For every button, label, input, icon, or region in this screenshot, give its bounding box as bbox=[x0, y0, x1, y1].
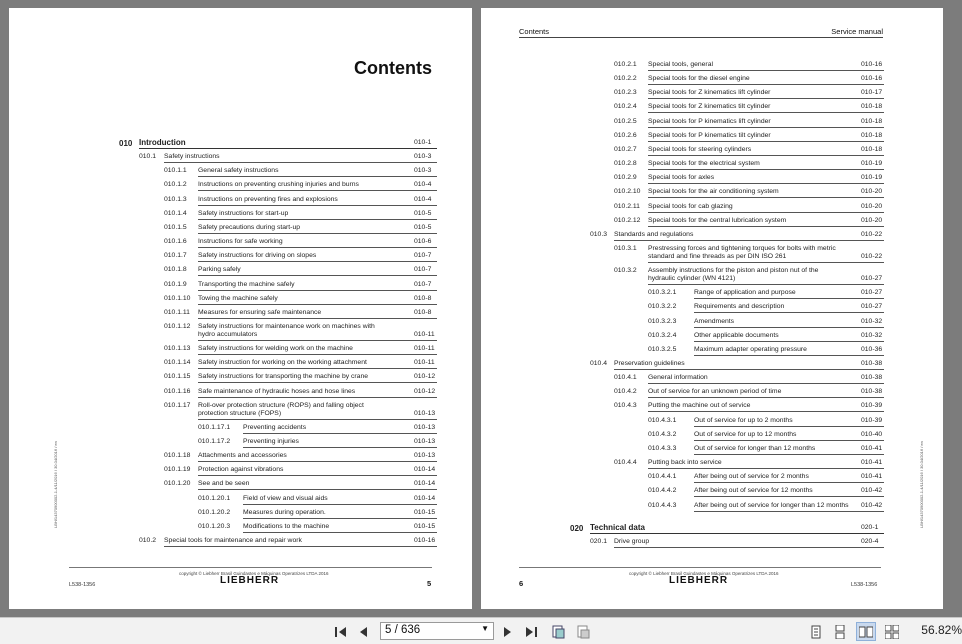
toc-entry-page: 010-7 bbox=[414, 252, 432, 260]
toc-entry[interactable] bbox=[481, 231, 943, 245]
toc-entry-title[interactable]: Safety instructions bbox=[164, 153, 437, 163]
toc-entry-page: 010-20 bbox=[861, 202, 883, 210]
toc-entry-number: 010.1.12 bbox=[164, 322, 191, 330]
toc-entry[interactable] bbox=[9, 281, 472, 295]
toc-entry-title[interactable]: Special tools for the electrical system bbox=[648, 160, 884, 170]
toc-entry-number: 010.3 bbox=[590, 230, 608, 238]
toc-entry[interactable] bbox=[481, 75, 943, 89]
toc-entry-title[interactable]: Technical data bbox=[590, 524, 884, 534]
toc-entry-title[interactable]: Towing the machine safely bbox=[198, 295, 437, 305]
toc-entry-number: 010.4.4.1 bbox=[648, 473, 677, 481]
toc-entry-number: 010.3.2.1 bbox=[648, 289, 677, 297]
toc-entry-title[interactable]: Requirements and description bbox=[694, 303, 884, 313]
toc-entry-title[interactable]: Special tools for steering cylinders bbox=[648, 146, 884, 156]
toc-entry-title[interactable]: Prestressing forces and tightening torques for bolts with metric standard and fine threads as per DIN ISO 261 bbox=[648, 245, 884, 263]
brand-logo: LIEBHERR bbox=[669, 575, 729, 586]
toc-entry-title[interactable]: Introduction bbox=[139, 139, 437, 149]
toc-entry-page: 010-22 bbox=[861, 252, 883, 260]
toc-entry-page: 010-39 bbox=[861, 402, 883, 410]
toc-entry-title[interactable]: Special tools for Z kinematics tilt cylinder bbox=[648, 103, 884, 113]
copyright-text: copyright © Liebherr Brasil Guindastes e Máquinas Operatrizes LTDA 2016 bbox=[179, 571, 329, 576]
prev-page-icon[interactable] bbox=[354, 622, 374, 641]
toc-entry-number: 010.3.2.4 bbox=[648, 331, 677, 339]
toc-entry-title[interactable]: Instructions for safe working bbox=[198, 238, 437, 248]
toc-entry-page: 010-14 bbox=[414, 466, 436, 474]
toc-entry-number: 010.4.3.2 bbox=[648, 430, 677, 438]
toc-entry-page: 010-11 bbox=[414, 330, 435, 338]
page-number: 6 bbox=[519, 579, 524, 588]
toc-entry-page: 010-19 bbox=[861, 160, 883, 168]
toc-entry-number: 010.1.1 bbox=[164, 167, 187, 175]
toc-entry-page: 020-4 bbox=[861, 537, 879, 545]
toc-entry-page: 010-13 bbox=[414, 452, 436, 460]
toc-entry[interactable] bbox=[9, 373, 472, 387]
toc-entry-page: 010-22 bbox=[861, 230, 883, 238]
toc-entry-number: 010.2.5 bbox=[614, 117, 637, 125]
toc-entry-number: 010.1.3 bbox=[164, 195, 187, 203]
toc-entry-title[interactable]: Special tools for axles bbox=[648, 174, 884, 184]
toc-entry[interactable] bbox=[481, 203, 943, 217]
page-number: 5 bbox=[427, 579, 432, 588]
toc-entry-page: 010-20 bbox=[861, 188, 883, 196]
toc-entry[interactable] bbox=[9, 523, 472, 537]
toc-entry-number: 010.1.11 bbox=[164, 308, 190, 316]
toc-entry-page: 010-7 bbox=[414, 266, 432, 274]
toc-entry[interactable] bbox=[481, 487, 943, 501]
table-of-contents-right bbox=[481, 8, 943, 609]
toc-entry-title[interactable]: Special tools, general bbox=[648, 61, 884, 71]
toc-entry[interactable] bbox=[481, 473, 943, 487]
toc-entry-page: 010-3 bbox=[414, 153, 432, 161]
toc-entry[interactable] bbox=[9, 466, 472, 480]
toc-entry[interactable] bbox=[481, 417, 943, 431]
toc-entry-page: 010-19 bbox=[861, 174, 883, 182]
toc-entry-number: 010.2 bbox=[139, 537, 157, 545]
toc-entry-number: 010.1.6 bbox=[164, 238, 187, 246]
toc-entry-page: 010-42 bbox=[861, 501, 883, 509]
toc-entry-page: 010-14 bbox=[414, 494, 436, 502]
toc-entry[interactable] bbox=[9, 388, 472, 402]
toc-entry[interactable] bbox=[481, 267, 943, 281]
toc-entry-page: 010-13 bbox=[414, 438, 436, 445]
toc-entry-number: 010.2.3 bbox=[614, 89, 637, 97]
toc-entry[interactable] bbox=[481, 303, 943, 317]
toc-entry[interactable] bbox=[481, 146, 943, 160]
toc-entry-title[interactable]: Parking safely bbox=[198, 266, 437, 276]
toc-entry[interactable] bbox=[481, 502, 943, 516]
toc-entry[interactable] bbox=[9, 238, 472, 252]
toc-entry[interactable] bbox=[481, 459, 943, 473]
toc-entry-page: 010-15 bbox=[414, 508, 436, 516]
toc-entry-title[interactable]: Field of view and visual aids bbox=[243, 495, 437, 505]
toc-entry[interactable] bbox=[9, 196, 472, 210]
toc-entry-number: 010.1 bbox=[139, 153, 157, 161]
toc-entry[interactable] bbox=[9, 345, 472, 359]
last-page-icon[interactable] bbox=[521, 622, 541, 641]
toc-entry-title[interactable]: Out of service for up to 2 months bbox=[694, 417, 884, 427]
toc-entry[interactable] bbox=[9, 438, 472, 452]
toc-entry-number: 010.1.17.2 bbox=[198, 438, 231, 445]
fit-width-icon[interactable] bbox=[573, 622, 593, 641]
toc-entry-title[interactable]: Modifications to the machine bbox=[243, 523, 437, 533]
toc-entry-page: 010-42 bbox=[861, 487, 883, 495]
toc-entry-number: 010.4.3.1 bbox=[648, 416, 677, 424]
toc-entry-title[interactable]: See and be seen bbox=[198, 480, 437, 490]
zoom-level[interactable]: 56.82% bbox=[921, 623, 962, 637]
toc-entry[interactable] bbox=[481, 245, 943, 259]
toc-entry-number: 010.1.20 bbox=[164, 480, 191, 488]
toc-entry[interactable] bbox=[9, 323, 472, 337]
toc-entry-title[interactable]: Safety instructions for start-up bbox=[198, 210, 437, 220]
toc-entry[interactable] bbox=[481, 332, 943, 346]
toc-entry-number: 010.1.4 bbox=[164, 209, 187, 217]
toc-entry-page: 010-16 bbox=[861, 61, 883, 68]
toc-entry-page: 010-4 bbox=[414, 181, 432, 189]
toc-entry-title[interactable]: Special tools for cab glazing bbox=[648, 203, 884, 213]
toc-entry-number: 010.3.2.3 bbox=[648, 317, 677, 325]
toc-entry[interactable] bbox=[481, 89, 943, 103]
toc-entry-title[interactable]: After being out of service for 2 months bbox=[694, 473, 884, 483]
toc-entry[interactable] bbox=[481, 103, 943, 117]
toc-entry-page: 010-41 bbox=[861, 444, 883, 452]
toc-entry-page: 010-15 bbox=[414, 522, 436, 530]
toc-entry-title[interactable]: Safety precautions during start-up bbox=[198, 224, 437, 234]
two-page-continuous-icon[interactable] bbox=[882, 622, 902, 641]
toc-entry[interactable] bbox=[9, 424, 472, 438]
toc-entry-page: 010-18 bbox=[861, 103, 883, 111]
toc-entry-title[interactable]: Instructions on preventing crushing injuries and burns bbox=[198, 181, 437, 191]
toc-entry-number: 010.1.17 bbox=[164, 401, 191, 409]
first-page-icon[interactable] bbox=[331, 622, 351, 641]
chevron-down-icon[interactable]: ▼ bbox=[481, 624, 489, 633]
toc-entry-number: 010.4.4.3 bbox=[648, 501, 677, 509]
toc-entry-title[interactable]: Special tools for P kinematics tilt cylinder bbox=[648, 132, 884, 142]
single-page-icon[interactable] bbox=[806, 622, 826, 641]
toc-entry-title[interactable]: Special tools for the diesel engine bbox=[648, 75, 884, 85]
toc-entry-title[interactable]: Maximum adapter operating pressure bbox=[694, 346, 884, 356]
toc-entry-title[interactable]: Safety instructions for welding work on the machine bbox=[198, 345, 437, 355]
toc-entry-number: 010.4.3 bbox=[614, 402, 637, 410]
toc-entry-page: 010-27 bbox=[861, 303, 883, 311]
toc-entry[interactable] bbox=[481, 188, 943, 202]
toc-entry-number: 010.2.10 bbox=[614, 188, 641, 196]
toc-entry-page: 010-8 bbox=[414, 294, 432, 302]
toc-entry[interactable] bbox=[481, 360, 943, 374]
toc-entry-title[interactable]: Safe maintenance of hydraulic hoses and hose lines bbox=[198, 388, 437, 398]
fit-page-icon[interactable] bbox=[548, 622, 568, 641]
toc-entry[interactable] bbox=[9, 266, 472, 280]
toc-entry-number: 010.3.2.5 bbox=[648, 345, 677, 353]
toc-entry-title[interactable]: Putting the machine out of service bbox=[648, 402, 884, 412]
toc-entry[interactable] bbox=[9, 452, 472, 466]
toc-entry-title[interactable]: Standards and regulations bbox=[614, 231, 884, 241]
toc-entry-number: 010.1.19 bbox=[164, 466, 191, 474]
toc-entry-title[interactable]: Special tools for Z kinematics lift cylinder bbox=[648, 89, 884, 99]
toc-entry-page: 010-32 bbox=[861, 317, 883, 325]
page-title: Contents bbox=[354, 58, 432, 78]
toc-entry[interactable] bbox=[9, 509, 472, 523]
toc-entry-number: 010.1.13 bbox=[164, 345, 191, 353]
toc-entry-number: 010.2.8 bbox=[614, 160, 637, 168]
toc-entry-title[interactable]: Putting back into service bbox=[648, 459, 884, 469]
toc-entry-title[interactable]: Measures for ensuring safe maintenance bbox=[198, 309, 437, 319]
toc-entry-page: 010-3 bbox=[414, 167, 432, 175]
toc-entry[interactable] bbox=[481, 538, 943, 552]
toc-entry[interactable] bbox=[9, 181, 472, 195]
toc-entry-number: 010.4.4 bbox=[614, 459, 637, 467]
toc-entry-title[interactable]: Roll-over protection structure (ROPS) and falling object protection structure (FOPS) bbox=[198, 402, 437, 420]
toc-entry-page: 010-39 bbox=[861, 416, 883, 424]
brand-logo: LIEBHERR bbox=[220, 575, 280, 586]
toc-entry-page: 010-18 bbox=[861, 145, 883, 153]
toc-entry[interactable] bbox=[481, 160, 943, 174]
toc-entry-page: 010-38 bbox=[861, 360, 883, 367]
running-head-right: Service manual bbox=[831, 27, 883, 36]
toc-entry[interactable] bbox=[9, 252, 472, 266]
toc-entry-page: 020-1 bbox=[861, 523, 879, 531]
toc-entry-page: 010-27 bbox=[861, 289, 883, 297]
toc-entry-page: 010-5 bbox=[414, 223, 432, 231]
toc-entry-title[interactable]: Safety instruction for working on the working attachment bbox=[198, 359, 437, 369]
toc-entry-number: 010.1.14 bbox=[164, 359, 191, 367]
toc-entry-number: 010.1.10 bbox=[164, 294, 191, 302]
toc-entry-page: 010-8 bbox=[414, 308, 432, 316]
toc-entry-title[interactable]: Transporting the machine safely bbox=[198, 281, 437, 291]
toc-entry-number: 010.1.20.3 bbox=[198, 522, 231, 530]
toc-entry[interactable] bbox=[9, 359, 472, 373]
document-page-right bbox=[481, 8, 943, 609]
toc-entry-number: 010.2.12 bbox=[614, 216, 641, 224]
toc-entry-page: 010-41 bbox=[861, 459, 883, 467]
toc-entry-page: 010-40 bbox=[861, 430, 883, 438]
toc-entry-title[interactable]: Measures during operation. bbox=[243, 509, 437, 519]
toc-entry[interactable] bbox=[481, 431, 943, 445]
toc-entry-number: 010.2.2 bbox=[614, 75, 637, 83]
toc-entry-title[interactable]: Drive group bbox=[614, 538, 884, 548]
toc-entry-title[interactable]: Attachments and accessories bbox=[198, 452, 437, 462]
toc-entry-number: 010.1.16 bbox=[164, 387, 191, 395]
toc-entry-page: 010-38 bbox=[861, 374, 883, 382]
toc-entry-number: 010.2.4 bbox=[614, 103, 637, 111]
toc-entry-page: 010-7 bbox=[414, 280, 432, 288]
toc-entry[interactable] bbox=[481, 61, 943, 75]
viewer-background bbox=[947, 0, 962, 617]
toc-entry-number: 010.1.20.2 bbox=[198, 508, 231, 516]
toc-entry[interactable] bbox=[481, 374, 943, 388]
toc-entry[interactable] bbox=[9, 224, 472, 238]
toc-entry[interactable] bbox=[9, 139, 472, 153]
toc-entry-number: 010.3.1 bbox=[614, 244, 637, 252]
toc-entry-page: 010-16 bbox=[861, 75, 883, 83]
toc-entry[interactable] bbox=[481, 118, 943, 132]
toc-entry-title[interactable]: Safety instructions for transporting the machine by crane bbox=[198, 373, 437, 383]
toc-entry-page: 010-6 bbox=[414, 238, 432, 246]
toc-entry-number: 010.1.8 bbox=[164, 266, 187, 274]
toc-entry[interactable] bbox=[481, 445, 943, 459]
toc-entry[interactable] bbox=[9, 480, 472, 494]
toc-entry-title[interactable]: Assembly instructions for the piston and piston nut of the hydraulic cylinder (WN 4121) bbox=[648, 267, 884, 285]
toc-entry[interactable] bbox=[481, 174, 943, 188]
toc-entry-number: 010.4.2 bbox=[614, 388, 637, 396]
toc-entry-page: 010-14 bbox=[414, 480, 436, 488]
toc-entry-title[interactable]: Out of service for longer than 12 months bbox=[694, 445, 884, 455]
document-page-left bbox=[9, 8, 472, 609]
copyright-text: copyright © Liebherr Brasil Guindastes e Máquinas Operatrizes LTDA 2016 bbox=[629, 571, 779, 576]
toc-entry-title[interactable]: Amendments bbox=[694, 318, 884, 328]
toc-entry-title[interactable]: Special tools for P kinematics lift cylinder bbox=[648, 118, 884, 128]
page-indicator: 5 / 636 bbox=[385, 624, 421, 636]
toc-entry[interactable] bbox=[481, 524, 943, 538]
toc-entry-title[interactable]: Out of service for up to 12 months bbox=[694, 431, 884, 441]
toc-entry-number: 010.4.4.2 bbox=[648, 487, 677, 495]
toc-entry-number: 010.2.11 bbox=[614, 202, 640, 210]
toc-entry[interactable] bbox=[481, 346, 943, 360]
two-page-icon[interactable] bbox=[856, 622, 876, 641]
toc-entry[interactable] bbox=[9, 167, 472, 181]
toc-entry-number: 010.1.9 bbox=[164, 280, 187, 288]
next-page-icon[interactable] bbox=[497, 622, 517, 641]
toc-entry-page: 010-38 bbox=[861, 388, 883, 396]
toc-entry-title[interactable]: Range of application and purpose bbox=[694, 289, 884, 299]
toc-entry-page: 010-13 bbox=[414, 423, 436, 431]
toc-entry-page: 010-27 bbox=[861, 275, 883, 283]
page-number-input[interactable] bbox=[380, 622, 494, 640]
toc-entry-number: 010.2.9 bbox=[614, 174, 637, 182]
side-document-code: LBH/14370900002-1-4/11/2016 / 30.04/2016 / en bbox=[919, 441, 924, 528]
toc-entry[interactable] bbox=[9, 402, 472, 416]
toc-entry-page: 010-20 bbox=[861, 216, 883, 224]
toc-entry-title[interactable]: Instructions on preventing fires and explosions bbox=[198, 196, 437, 206]
toc-entry-number: 010.4 bbox=[590, 360, 608, 367]
toc-entry-title[interactable]: After being out of service for longer than 12 months bbox=[694, 502, 884, 512]
continuous-icon[interactable] bbox=[830, 622, 850, 641]
toc-entry-title[interactable]: Safety instructions for maintenance work on machines with hydro accumulators bbox=[198, 323, 437, 341]
toc-entry[interactable] bbox=[9, 495, 472, 509]
toc-entry-title[interactable]: Preservation guidelines bbox=[614, 360, 884, 370]
viewer-toolbar bbox=[0, 617, 962, 644]
toc-entry-number: 010.4.3.3 bbox=[648, 444, 677, 452]
table-of-contents-left bbox=[9, 8, 472, 609]
toc-entry[interactable] bbox=[481, 217, 943, 231]
model-code: L538-1356 bbox=[69, 582, 96, 588]
toc-entry[interactable] bbox=[481, 132, 943, 146]
toc-entry-page: 010-5 bbox=[414, 209, 432, 217]
toc-entry-title[interactable]: Preventing injuries bbox=[243, 438, 437, 448]
running-head-left: Contents bbox=[519, 27, 550, 36]
toc-entry-number: 010.1.7 bbox=[164, 252, 187, 260]
toc-entry-title[interactable]: General information bbox=[648, 374, 884, 384]
toc-entry[interactable] bbox=[481, 289, 943, 303]
toc-entry-title[interactable]: Out of service for an unknown period of time bbox=[648, 388, 884, 398]
footer-rule bbox=[69, 567, 432, 568]
toc-entry-page: 010-11 bbox=[414, 345, 435, 353]
toc-entry-page: 010-16 bbox=[414, 537, 436, 545]
toc-entry-number: 010.1.18 bbox=[164, 452, 191, 460]
toc-entry[interactable] bbox=[481, 318, 943, 332]
toc-entry-page: 010-41 bbox=[861, 473, 883, 481]
toc-entry-page: 010-36 bbox=[861, 345, 883, 353]
toc-entry-page: 010-13 bbox=[414, 409, 436, 417]
toc-entry-title[interactable]: Preventing accidents bbox=[243, 424, 437, 434]
toc-entry-page: 010-12 bbox=[414, 387, 436, 395]
toc-entry[interactable] bbox=[9, 309, 472, 323]
toc-entry-page: 010-18 bbox=[861, 117, 883, 125]
toc-entry-title[interactable]: Special tools for the air conditioning system bbox=[648, 188, 884, 198]
toc-entry-page: 010-18 bbox=[861, 131, 883, 139]
toc-entry-number: 010.1.17.1 bbox=[198, 423, 231, 431]
model-code: L538-1356 bbox=[851, 582, 878, 588]
side-document-code: LBH/14370900002-1-4/11/2016 / 30.04/2016 / en bbox=[53, 441, 58, 528]
toc-entry-title[interactable]: After being out of service for 12 months bbox=[694, 487, 884, 497]
toc-entry[interactable] bbox=[481, 402, 943, 416]
toc-entry-number: 010.2.7 bbox=[614, 145, 637, 153]
footer-rule bbox=[519, 567, 881, 568]
toc-entry-page: 010-11 bbox=[414, 359, 435, 367]
toc-entry-number: 010.2.6 bbox=[614, 131, 637, 139]
toc-entry-number: 020 bbox=[570, 523, 584, 533]
toc-entry-number: 010.3.2.2 bbox=[648, 303, 677, 311]
toc-entry[interactable] bbox=[481, 388, 943, 402]
toc-entry-number: 010.1.20.1 bbox=[198, 494, 231, 502]
toc-entry[interactable] bbox=[9, 153, 472, 167]
toc-entry-title[interactable]: Special tools for the central lubrication system bbox=[648, 217, 884, 227]
toc-entry-page: 010-32 bbox=[861, 331, 883, 339]
toc-entry-number: 010 bbox=[119, 139, 133, 148]
toc-entry-title[interactable]: Safety instructions for driving on slopes bbox=[198, 252, 437, 262]
toc-entry-title[interactable]: Special tools for maintenance and repair work bbox=[164, 537, 437, 547]
toc-entry-page: 010-4 bbox=[414, 195, 432, 203]
toc-entry-number: 020.1 bbox=[590, 537, 608, 545]
toc-entry[interactable] bbox=[9, 210, 472, 224]
toc-entry-number: 010.1.5 bbox=[164, 223, 187, 231]
toc-entry-number: 010.4.1 bbox=[614, 374, 637, 382]
toc-entry-page: 010-17 bbox=[861, 89, 883, 97]
toc-entry-number: 010.2.1 bbox=[614, 61, 637, 68]
toc-entry-number: 010.1.15 bbox=[164, 373, 191, 381]
toc-entry-number: 010.1.2 bbox=[164, 181, 187, 189]
toc-entry[interactable] bbox=[9, 295, 472, 309]
toc-entry-title[interactable]: Protection against vibrations bbox=[198, 466, 437, 476]
toc-entry-page: 010-12 bbox=[414, 373, 436, 381]
toc-entry-title[interactable]: Other applicable documents bbox=[694, 332, 884, 342]
toc-entry-number: 010.3.2 bbox=[614, 267, 637, 275]
toc-entry-page: 010-1 bbox=[414, 139, 432, 146]
toc-entry-title[interactable]: General safety instructions bbox=[198, 167, 437, 177]
toc-entry[interactable] bbox=[9, 537, 472, 551]
